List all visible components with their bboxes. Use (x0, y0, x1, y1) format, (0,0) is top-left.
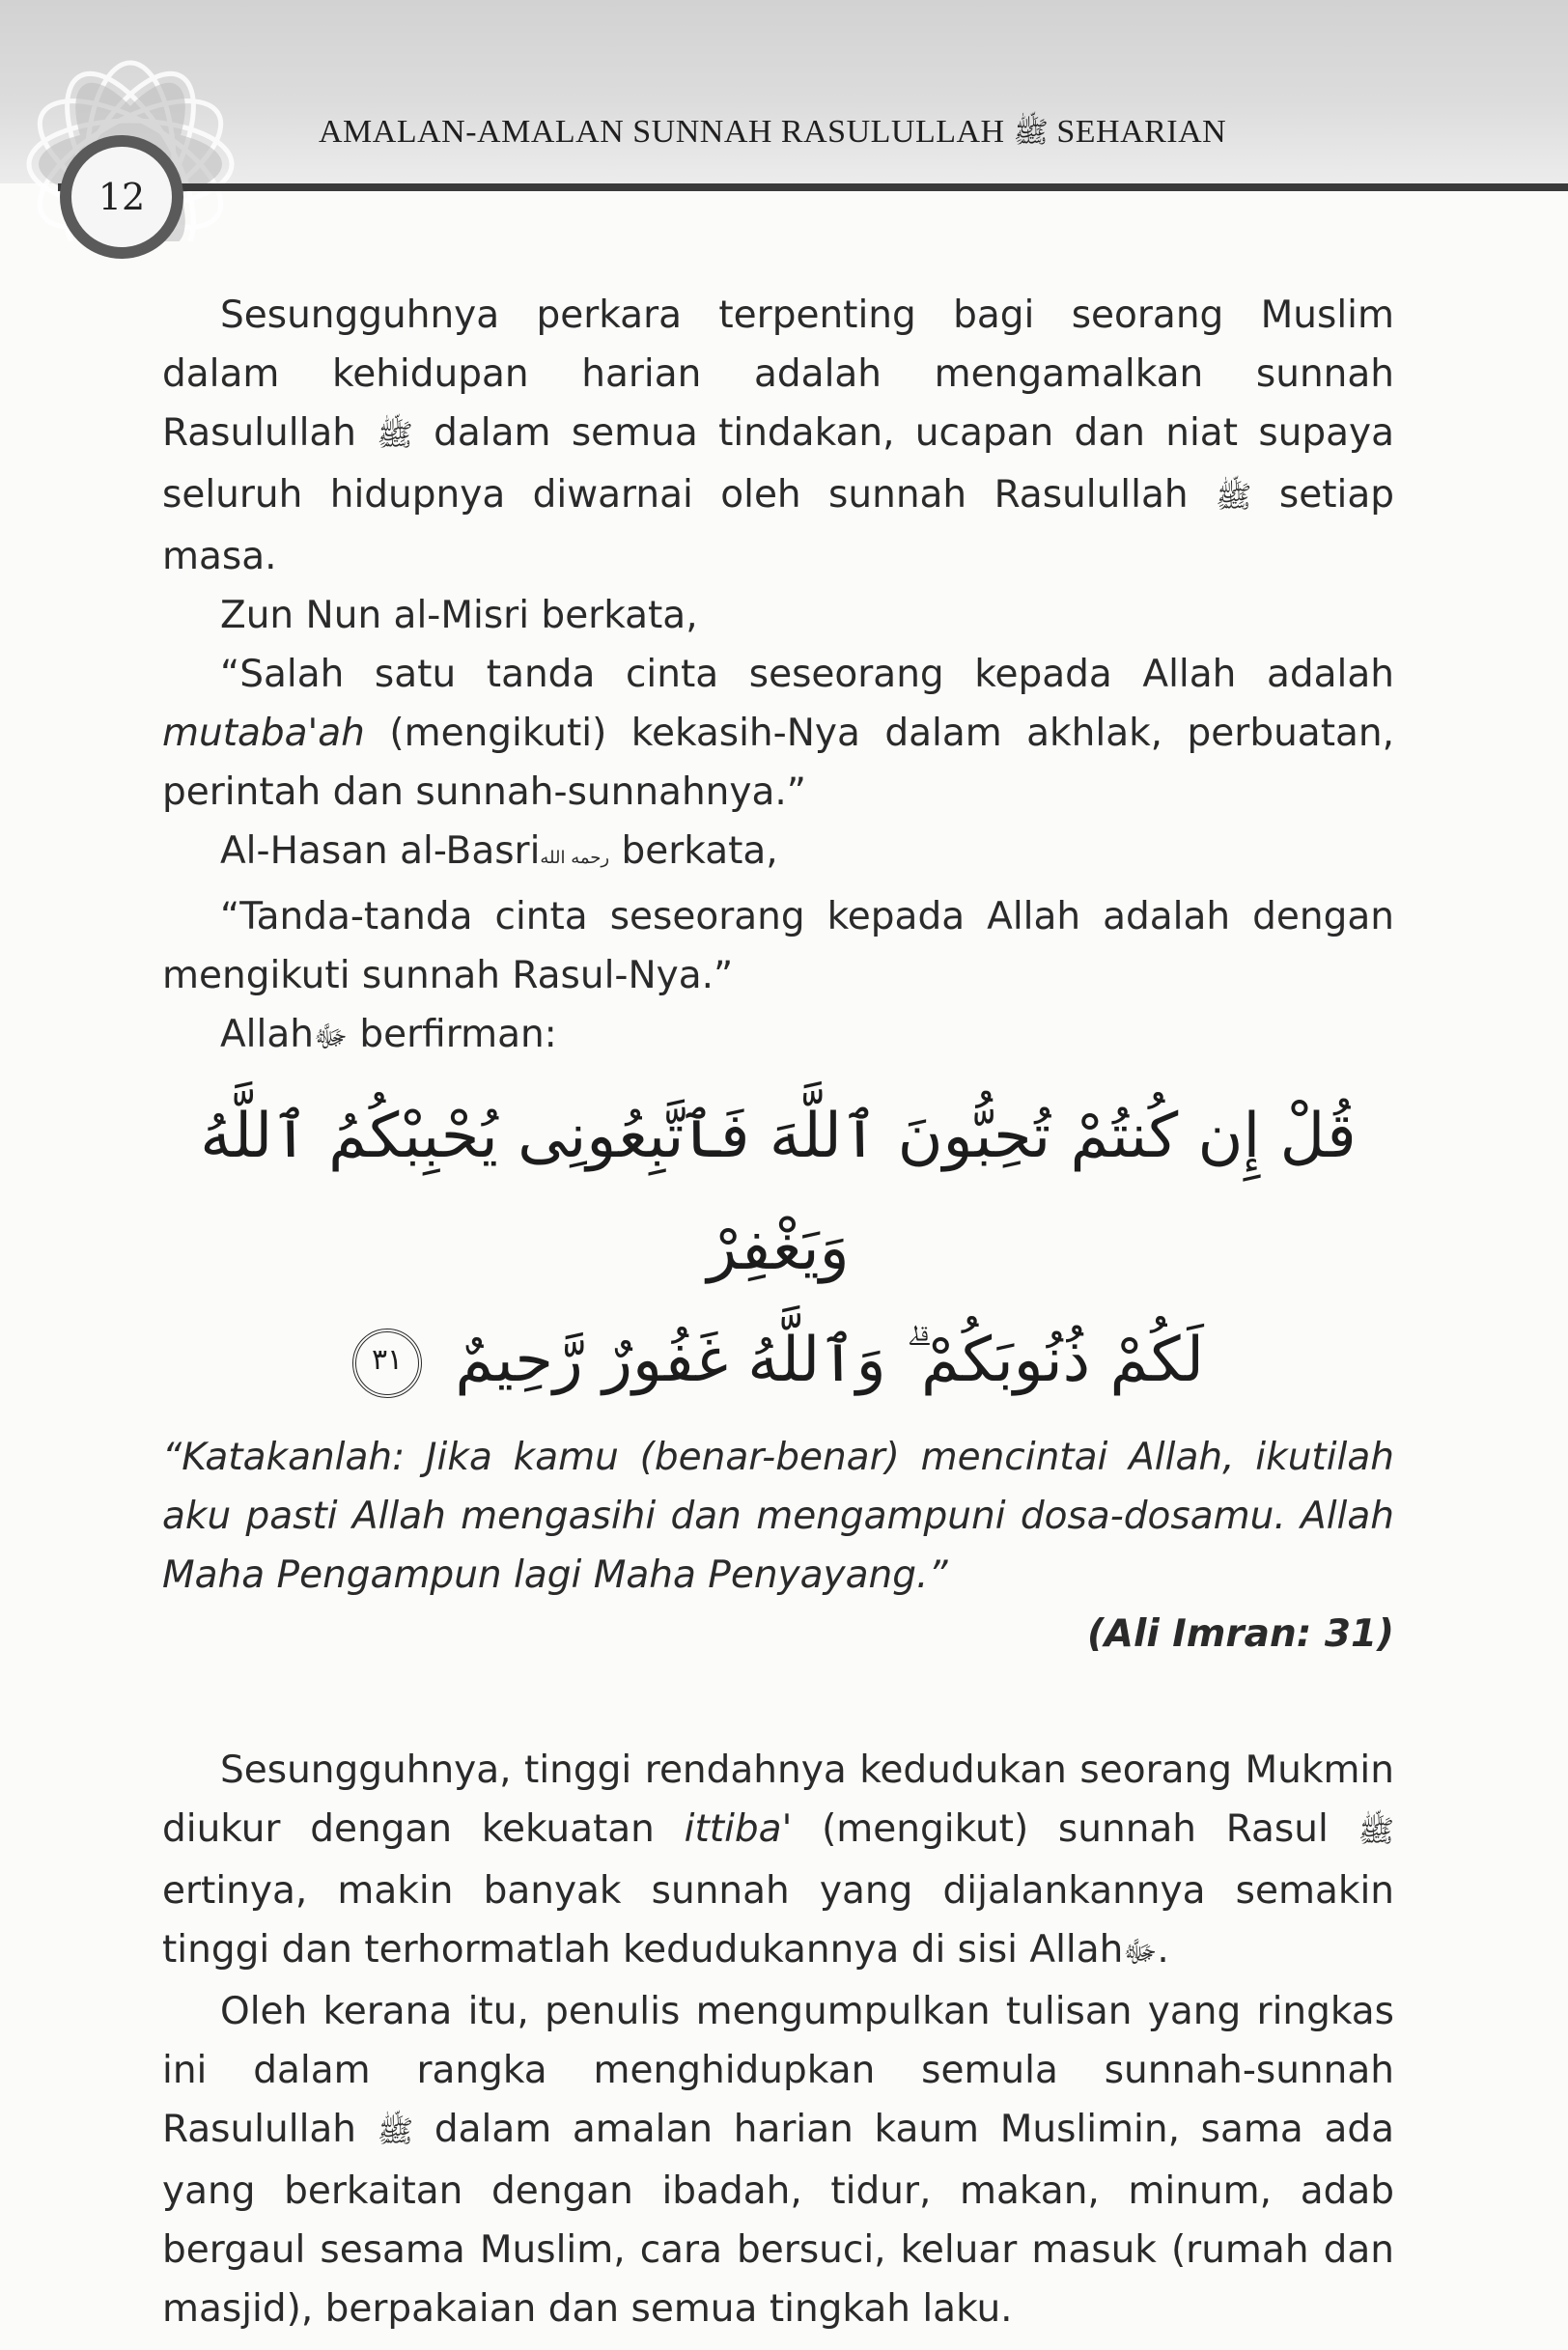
section-gap (162, 1664, 1394, 1741)
running-head (319, 114, 1361, 156)
quote-hasan-basri: “Tanda-tanda cinta seseorang kepada Allah adalah dengan mengikuti sunnah Rasul-Nya.” (162, 895, 1394, 997)
quran-verse-arabic (162, 1080, 1394, 1416)
saw-honorific-icon: ﷺ (1358, 1814, 1395, 1849)
paragraph-5-text-a: Sesungguhnya, tinggi rendahnya kedudukan seorang Mukmin diukur dengan kekuatan (162, 1749, 1394, 1851)
verse-translation: “Katakanlah: Jika kamu (benar-benar) mencintai Allah, ikutilah aku pasti Allah mengasihi dan mengampuni dosa-dosamu. Allah Maha Pengampun lagi Maha Penyayang.” (162, 1436, 1394, 1597)
quote-1-text-a: “Salah satu tanda cinta seseorang kepada Allah adalah (220, 653, 1394, 696)
running-head-tail: SEHARIAN (1056, 114, 1227, 150)
saw-honorific-icon: ﷺ (1216, 480, 1252, 515)
paragraph-1-text-a: Sesungguhnya perkara terpenting bagi seorang Muslim dalam kehidupan harian adalah mengamalkan sunnah Rasulullah (162, 294, 1394, 455)
swt-honorific-icon: ﷻ (313, 1020, 348, 1054)
quran-verse-line-1: قُلْ إِن كُنتُمْ تُحِبُّونَ ٱللَّهَ فَٱتَّبِعُونِى يُحْبِبْكُمُ ٱللَّهُ وَيَغْفِرْ (200, 1101, 1357, 1284)
saw-honorific-icon: ﷺ (1013, 116, 1049, 150)
speaker-verb: berkata, (621, 829, 778, 873)
paragraph-1-text-c: setiap masa. (162, 473, 1394, 578)
quran-verse-line-2-text: لَكُمْ ذُنُوبَكُمْ ۗ وَٱللَّهُ غَفُورٌ رَّحِيمٌ (455, 1325, 1204, 1396)
running-head-title: AMALAN-AMALAN SUNNAH RASULULLAH (319, 114, 1005, 150)
allah-says-line (162, 1005, 1394, 1067)
page-number: 12 (98, 176, 146, 218)
quote-1-term: mutaba'ah (162, 712, 365, 755)
paragraph-5-text-b: (mengikut) sunnah Rasul (822, 1807, 1329, 1851)
swt-honorific-icon: ﷻ (1123, 1935, 1158, 1970)
ayah-number-marker-icon: ٣١ (352, 1329, 422, 1398)
speaker-name: Al-Hasan al-Basri (220, 829, 541, 873)
saw-honorific-icon: ﷺ (377, 418, 413, 453)
header-rule (58, 183, 1568, 191)
paragraph-5 (162, 1741, 1394, 1982)
quote-zun-nun (162, 645, 1394, 822)
page-number-badge (60, 135, 183, 259)
paragraph-5-term: ittiba' (684, 1807, 793, 1851)
quran-verse-line-2 (162, 1304, 1394, 1416)
paragraph-1 (162, 286, 1394, 586)
rahimahullah-honorific-icon: رحمه الله (540, 848, 610, 868)
quote-1-text-b: (mengikuti) kekasih-Nya dalam akhlak, perbuatan, perintah dan sunnah-sunnahnya.” (162, 712, 1394, 814)
saw-honorific-icon: ﷺ (377, 2114, 414, 2149)
allah-word: Allah (220, 1013, 314, 1056)
speaker-line-hasan-basri (162, 822, 1394, 887)
paragraph-6-text-a: Oleh kerana itu, penulis mengumpulkan tulisan yang ringkas ini dalam rangka menghidupkan semula sunnah-sunnah Rasulullah (162, 1990, 1394, 2151)
paragraph-6-text-b: dalam amalan harian kaum Muslimin, sama ada yang berkaitan dengan ibadah, tidur, makan, minum, adab bergaul sesama Muslim, cara bersuci, keluar masuk (rumah dan masjid), berpakaian dan semua tingkah laku. (162, 2108, 1394, 2331)
paragraph-5-text-c: ertinya, makin banyak sunnah yang dijalankannya semakin tinggi dan terhormatlah kedudukannya di sisi Allah (162, 1869, 1394, 1972)
paragraph-6 (162, 1982, 1394, 2338)
verse-reference: (Ali Imran: 31) (1086, 1612, 1394, 1656)
speaker-line-zun-nun: Zun Nun al-Misri berkata, (220, 594, 698, 637)
berfirman-word: berfirman: (359, 1013, 557, 1056)
page-body (162, 286, 1394, 2338)
paragraph-1-text-b: dalam semua tindakan, ucapan dan niat supaya seluruh hidupnya diwarnai oleh sunnah Rasulullah (162, 411, 1394, 517)
paragraph-5-period: . (1157, 1928, 1169, 1972)
